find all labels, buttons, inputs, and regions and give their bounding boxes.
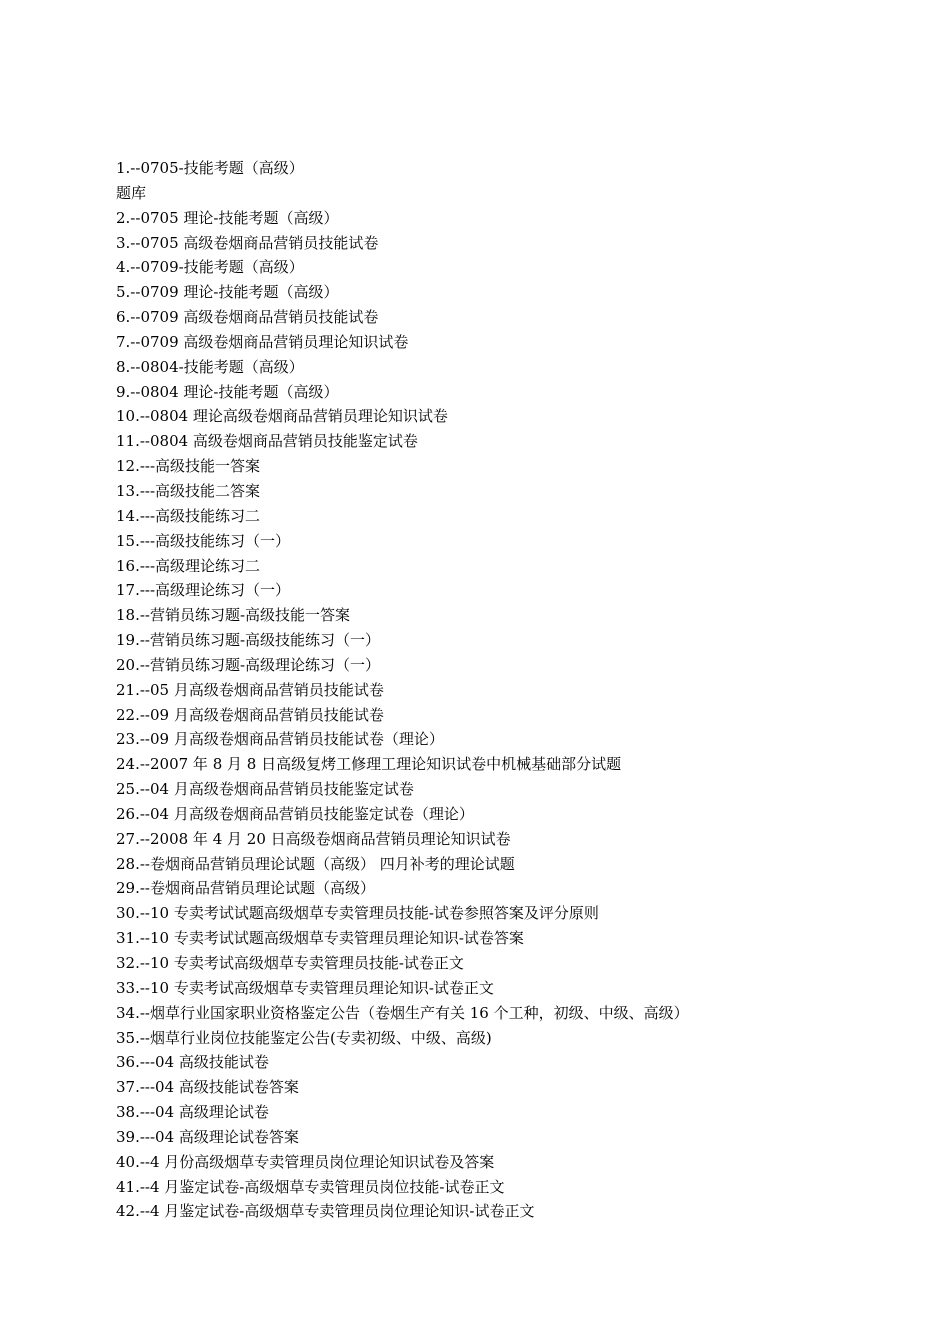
list-item: 27.--2008 年 4 月 20 日高级卷烟商品营销员理论知识试卷 [116, 829, 511, 848]
list-item: 33.--10 专卖考试高级烟草专卖管理员理论知识-试卷正文 [116, 978, 494, 997]
list-item: 5.--0709 理论-技能考题（高级） [116, 283, 339, 302]
list-item: 42.--4 月鉴定试卷-高级烟草专卖管理员岗位理论知识-试卷正文 [116, 1202, 535, 1221]
list-item: 31.--10 专卖考试试题高级烟草专卖管理员理论知识-试卷答案 [116, 929, 524, 948]
document-line-list [116, 156, 689, 1224]
list-item: 7.--0709 高级卷烟商品营销员理论知识试卷 [116, 332, 409, 351]
list-item: 18.--营销员练习题-高级技能一答案 [116, 606, 351, 625]
list-item: 3.--0705 高级卷烟商品营销员技能试卷 [116, 233, 379, 252]
list-item: 25.--04 月高级卷烟商品营销员技能鉴定试卷 [116, 780, 414, 799]
list-item: 23.--09 月高级卷烟商品营销员技能试卷（理论） [116, 730, 444, 749]
list-item: 9.--0804 理论-技能考题（高级） [116, 382, 339, 401]
list-item: 22.--09 月高级卷烟商品营销员技能试卷 [116, 705, 384, 724]
list-item: 37.---04 高级技能试卷答案 [116, 1078, 299, 1097]
list-item: 4.--0709-技能考题（高级） [116, 258, 304, 277]
list-item: 39.---04 高级理论试卷答案 [116, 1127, 299, 1146]
list-item: 41.--4 月鉴定试卷-高级烟草专卖管理员岗位技能-试卷正文 [116, 1177, 505, 1196]
list-item: 8.--0804-技能考题（高级） [116, 357, 304, 376]
list-item: 19.--营销员练习题-高级技能练习（一） [116, 631, 381, 650]
list-item: 17.---高级理论练习（一） [116, 581, 291, 600]
list-item: 29.--卷烟商品营销员理论试题（高级） [116, 879, 375, 898]
list-item: 26.--04 月高级卷烟商品营销员技能鉴定试卷（理论） [116, 804, 474, 823]
list-item: 10.--0804 理论高级卷烟商品营销员理论知识试卷 [116, 407, 448, 426]
list-item: 30.--10 专卖考试试题高级烟草专卖管理员技能-试卷参照答案及评分原则 [116, 904, 599, 923]
list-item: 28.--卷烟商品营销员理论试题（高级） 四月补考的理论试题 [116, 854, 515, 873]
list-item: 35.--烟草行业岗位技能鉴定公告(专卖初级、中级、高级) [116, 1028, 492, 1047]
list-item: 32.--10 专卖考试高级烟草专卖管理员技能-试卷正文 [116, 954, 464, 972]
list-item: 2.--0705 理论-技能考题（高级） [116, 208, 339, 227]
list-item: 13.---高级技能二答案 [116, 481, 261, 500]
list-item: 38.---04 高级理论试卷 [116, 1103, 269, 1122]
list-item: 24.--2007 年 8 月 8 日高级复烤工修理工理论知识试卷中机械基础部分试题 [116, 755, 622, 774]
list-item: 15.---高级技能练习（一） [116, 531, 291, 550]
list-item: 14.---高级技能练习二 [116, 506, 261, 525]
list-item: 题库 [116, 183, 147, 202]
list-item: 16.---高级理论练习二 [116, 556, 261, 575]
list-item: 20.--营销员练习题-高级理论练习（一） [116, 655, 381, 674]
list-item: 12.---高级技能一答案 [116, 457, 261, 476]
list-item: 11.--0804 高级卷烟商品营销员技能鉴定试卷 [116, 432, 418, 451]
list-item: 40.--4 月份高级烟草专卖管理员岗位理论知识试卷及答案 [116, 1152, 495, 1171]
list-item: 34.--烟草行业国家职业资格鉴定公告（卷烟生产有关 16 个工种，初级、中级、高级） [116, 1003, 689, 1022]
list-item: 6.--0709 高级卷烟商品营销员技能试卷 [116, 308, 379, 327]
list-item: 36.---04 高级技能试卷 [116, 1053, 269, 1072]
list-item: 21.--05 月高级卷烟商品营销员技能试卷 [116, 680, 384, 699]
list-item: 1.--0705-技能考题（高级） [116, 159, 304, 177]
